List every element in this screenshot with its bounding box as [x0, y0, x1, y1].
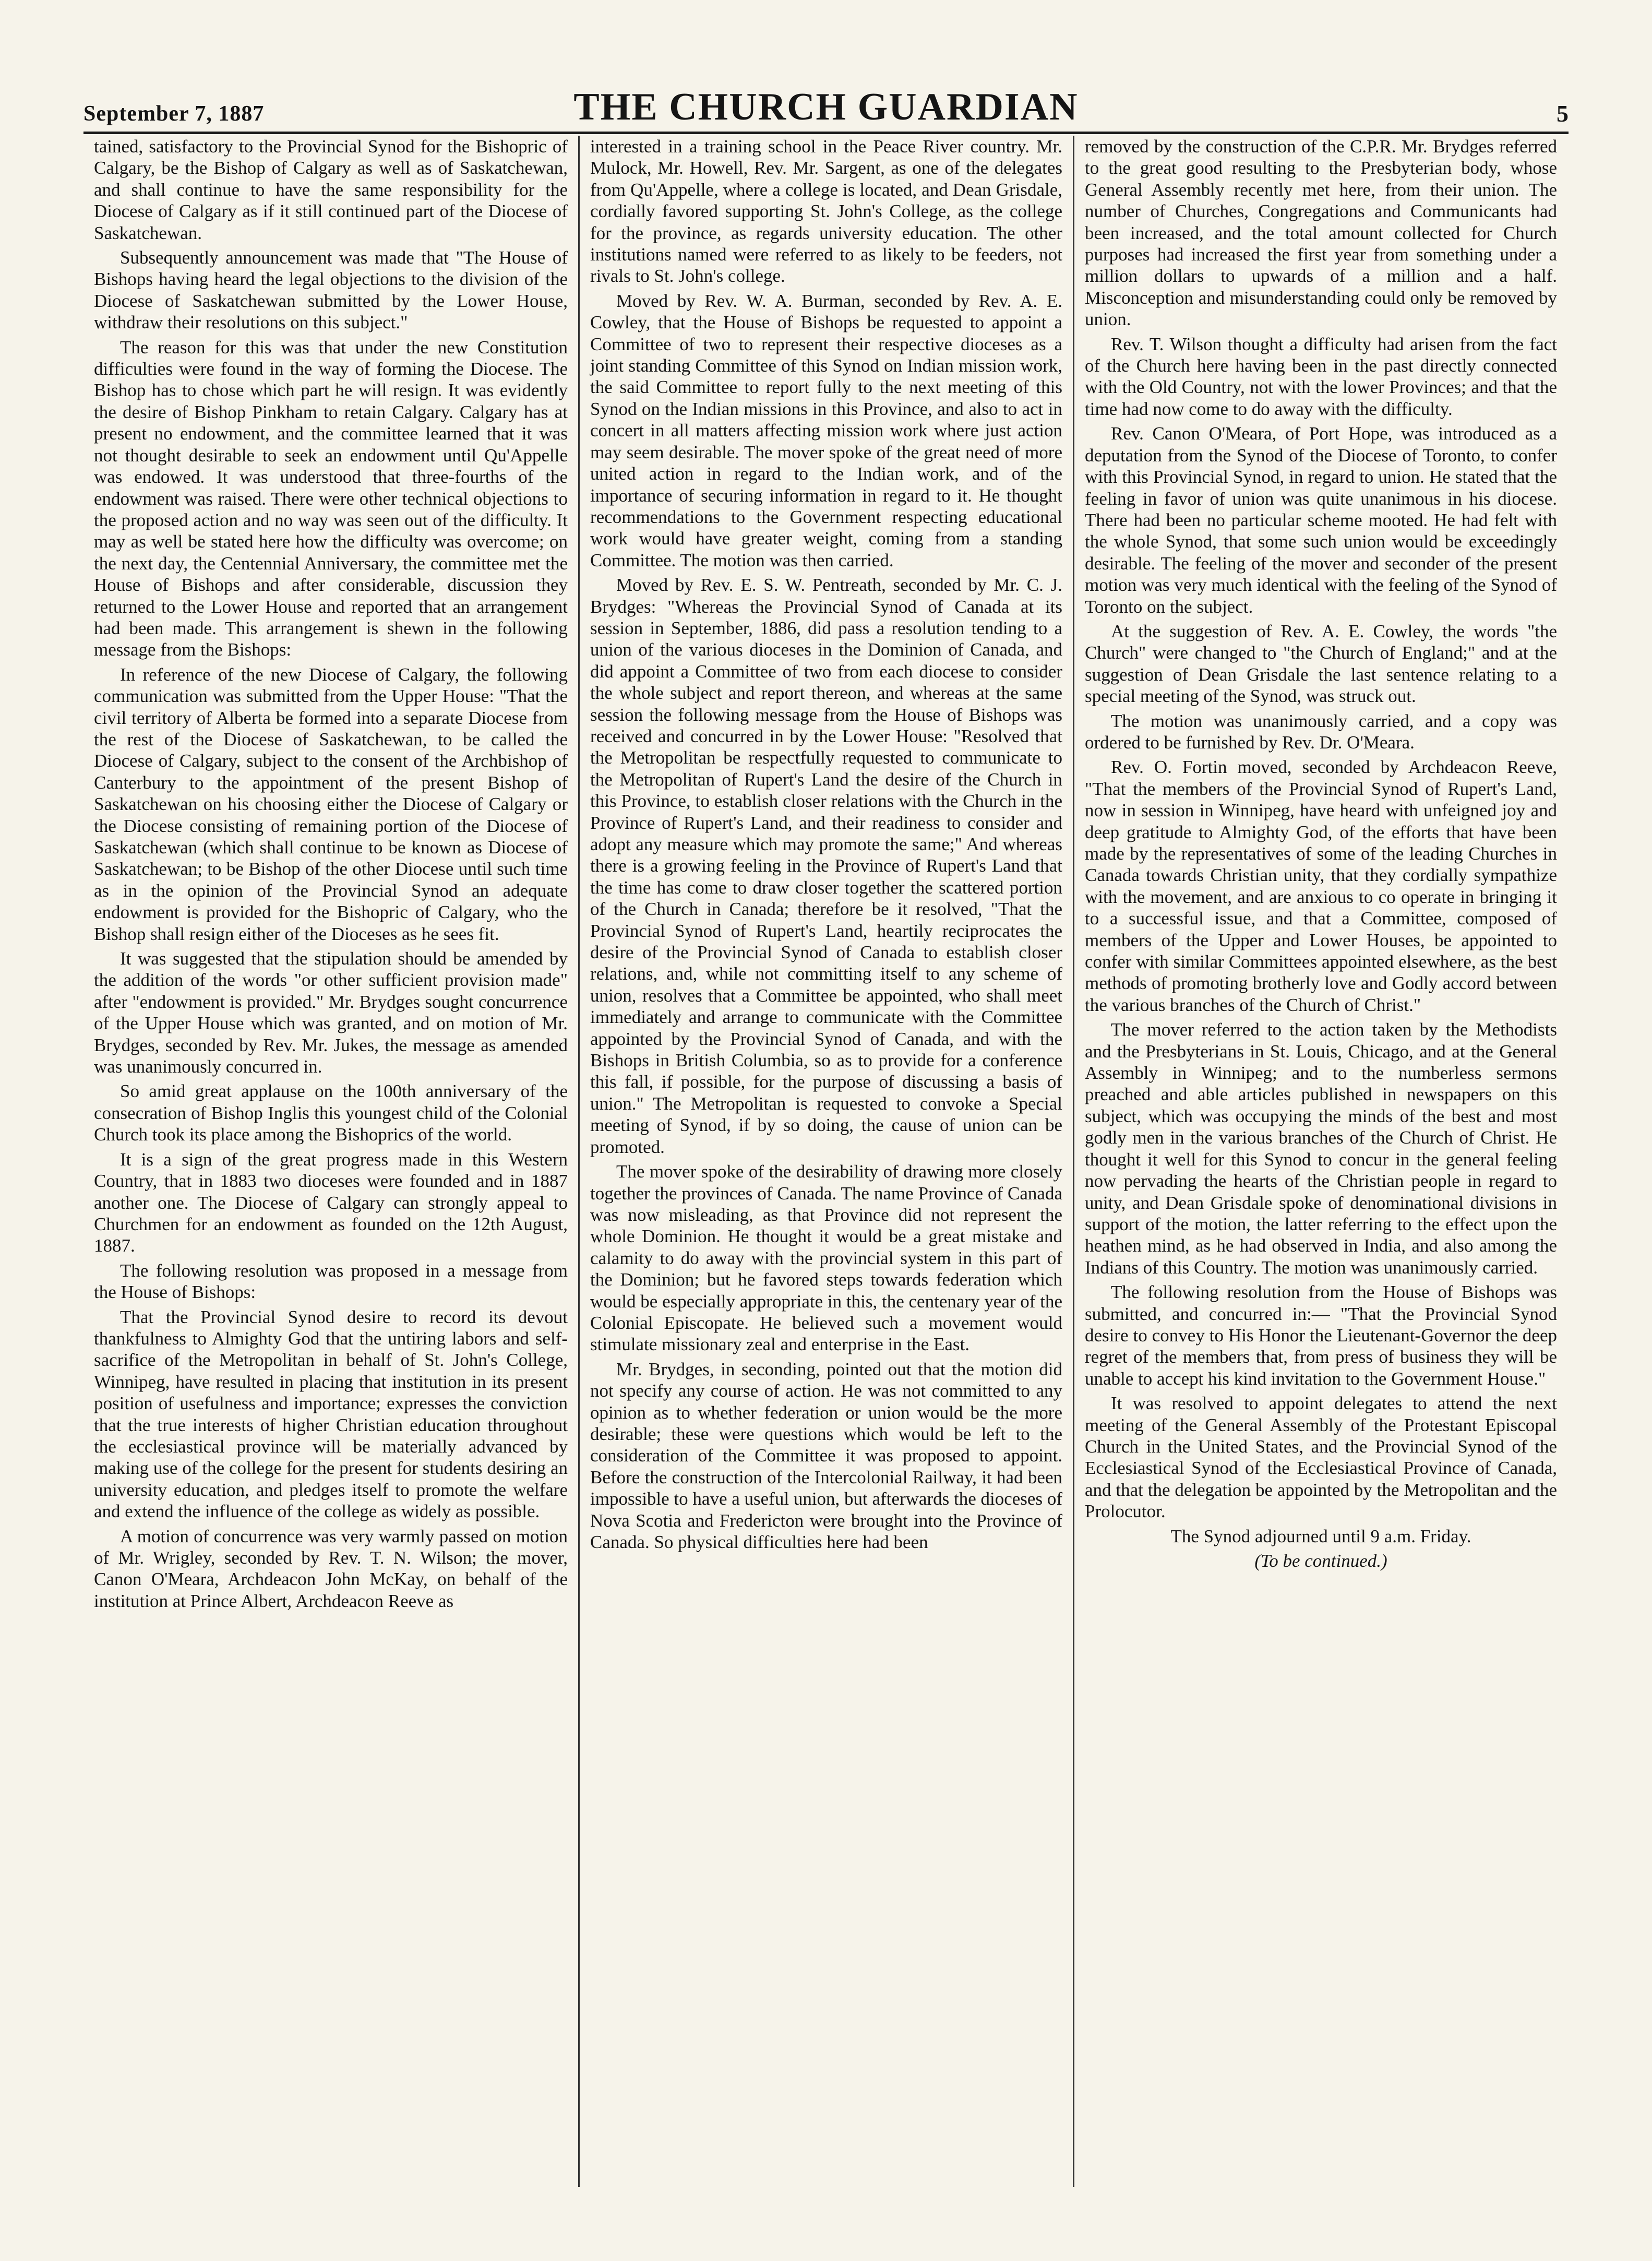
- paragraph: Rev. T. Wilson thought a difficulty had arisen from the fact of the Church here having been in the past directly connected with the Old Country, not with the lower Provinces; and that the time had now come to do away with the difficulty.: [1085, 334, 1557, 419]
- paragraph: Moved by Rev. E. S. W. Pentreath, seconded by Mr. C. J. Brydges: "Whereas the Provincial Synod of Canada at its session in September, 1886, did pass a resolution tending to a union of the various dioceses in the Dominion of Canada, and did appoint a Committee of two from each diocese to consider the whole subject and report thereon, and whereas at the same session the following message from the House of Bishops was received and concurred in by the Lower House: "Resolved that the Metropolitan be respectfully requested to communicate to the Metropolitan of Rupert's Land the desire of the Church in this Province, to establish closer relations with the Church in the Province of Rupert's Land, and their readiness to consider and adopt any measure which may promote the same;" And whereas there is a growing feeling in the Province of Rupert's Land that the time has come to draw closer together the scattered portion of the Church in Canada; therefore be it resolved, "That the Provincial Synod of Rupert's Land, heartily reciprocates the desire of the Provincial Synod of Canada to establish closer relations, and, while not committing itself to any scheme of union, resolves that a Committee be appointed, who shall meet immediately and arrange to communicate with the Committee appointed by the Provincial Synod of Canada, and with the Bishops in British Columbia, so as to provide for a conference this fall, if possible, for the purpose of discussing a basis of union." The Metropolitan is requested to convoke a Special meeting of Synod, if by so doing, the cause of union can be promoted.: [590, 575, 1062, 1157]
- paragraph: interested in a training school in the Peace River country. Mr. Mulock, Mr. Howell, Rev. Mr. Sargent, as one of the delegates from Qu'Appelle, where a college is located, and Dean Grisdale, cordially favored supporting St. John's College, as the college for the province, as regards university education. The other institutions named were referred to as likely to be feeders, not rivals to St. John's college.: [590, 136, 1062, 287]
- paragraph: Rev. O. Fortin moved, seconded by Archdeacon Reeve, "That the members of the Provincial Synod of Rupert's Land, now in session in Winnipeg, have heard with unfeigned joy and deep gratitude to Almighty God, of the efforts that have been made by the representatives of some of the leading Churches in Canada towards Christian unity, that they cordially sympathize with the movement, and are anxious to co operate in bringing it to a successful issue, and that a Committee, composed of members of the Upper and Lower Houses, be appointed to confer with similar Committees appointed elsewhere, as the best methods of promoting brotherly love and Godly accord between the various branches of the Church of Christ.": [1085, 757, 1557, 1015]
- column-1: [83, 136, 578, 2187]
- column-2: [578, 136, 1073, 2187]
- paragraph: The following resolution was proposed in a message from the House of Bishops:: [94, 1260, 568, 1303]
- paragraph: removed by the construction of the C.P.R. Mr. Brydges referred to the great good resulting to the Presbyterian body, whose General Assembly recently met here, from their union. The number of Churches, Congregations and Communicants had been increased, and the total amount collected for Church purposes had increased the first year from something under a million dollars to upwards of a million and a half. Misconception and misunderstanding could only be removed by union.: [1085, 136, 1557, 330]
- paragraph: The following resolution from the House of Bishops was submitted, and concurred in:— "That the Provincial Synod desire to convey to His Honor the Lieutenant-Governor the deep regret of the members that, from press of business they will be unable to accept his kind invitation to the Government House.": [1085, 1282, 1557, 1389]
- newspaper-title: THE CHURCH GUARDIAN: [573, 86, 1079, 128]
- paragraph: It is a sign of the great progress made in this Western Country, that in 1883 two dioceses were founded and in 1887 another one. The Diocese of Calgary can strongly appeal to Churchmen for an endowment as founded on the 12th August, 1887.: [94, 1149, 568, 1256]
- adjournment-line: The Synod adjourned until 9 a.m. Friday.: [1170, 1526, 1471, 1546]
- paragraph: So amid great applause on the 100th anniversary of the consecration of Bishop Inglis this youngest child of the Colonial Church took its place among the Bishoprics of the world.: [94, 1081, 568, 1145]
- paragraph: The mover referred to the action taken by the Methodists and the Presbyterians in St. Louis, Chicago, and at the General Assembly in Winnipeg; and to the numberless sermons preached and able articles published in newspapers on this subject, which was occupying the minds of the best and most godly men in the various branches of the Church of Christ. He thought it well for this Synod to concur in the general feeling now pervading the hearts of the Christian people in regard to unity, and Dean Grisdale spoke of denominational divisions in support of the motion, the latter referring to the effect upon the heathen mind, as he had observed in India, and also among the Indians of this Country. The motion was unanimously carried.: [1085, 1019, 1557, 1278]
- paragraph: That the Provincial Synod desire to record its devout thankfulness to Almighty God that the untiring labors and self-sacrifice of the Metropolitan in behalf of St. John's College, Winnipeg, have resulted in placing that institution in its present position of usefulness and importance; expresses the conviction that the true interests of higher Christian education throughout the ecclesiastical province will be materially advanced by making use of the college for the present for students desiring an university education, and pledges itself to promote the welfare and extend the influence of the college as widely as possible.: [94, 1306, 568, 1522]
- paragraph: At the suggestion of Rev. A. E. Cowley, the words "the Church" were changed to "the Church of England;" and at the suggestion of Dean Grisdale the last sentence relating to a special meeting of the Synod, was struck out.: [1085, 621, 1557, 707]
- article-columns: [83, 136, 1569, 2187]
- issue-date: September 7, 1887: [83, 102, 265, 126]
- to-be-continued: (To be continued.): [1254, 1551, 1387, 1571]
- paragraph: Mr. Brydges, in seconding, pointed out that the motion did not specify any course of action. He was not committed to any opinion as to whether federation or union would be the more desirable; these were questions which would be left to the consideration of the Committee it was proposed to appoint. Before the construction of the Intercolonial Railway, it had been impossible to have a useful union, but afterwards the dioceses of Nova Scotia and Fredericton were brought into the Province of Canada. So physical difficulties here had been: [590, 1359, 1062, 1552]
- paragraph: tained, satisfactory to the Provincial Synod for the Bishopric of Calgary, be the Bishop of Calgary as well as of Saskatchewan, and shall continue to have the same responsibility for the Diocese of Calgary as if it still continued part of the Diocese of Saskatchewan.: [94, 136, 568, 243]
- paragraph: It was suggested that the stipulation should be amended by the addition of the words "or other sufficient provision made" after "endowment is provided." Mr. Brydges sought concurrence of the Upper House which was granted, and on motion of Mr. Brydges, seconded by Rev. Mr. Jukes, the message as amended was unanimously concurred in.: [94, 948, 568, 1077]
- paragraph: Rev. Canon O'Meara, of Port Hope, was introduced as a deputation from the Synod of the Diocese of Toronto, to confer with this Provincial Synod, in regard to union. He stated that the feeling in favor of union was quite unanimous in his diocese. There had been no particular scheme mooted. He had felt with the whole Synod, that some such union would be exceedingly desirable. The feeling of the mover and seconder of the present motion was very much identical with the feeling of the Synod of Toronto on the subject.: [1085, 423, 1557, 617]
- column-3: [1073, 136, 1567, 2187]
- paragraph: A motion of concurrence was very warmly passed on motion of Mr. Wrigley, seconded by Rev. T. N. Wilson; the mover, Canon O'Meara, Archdeacon John McKay, on behalf of the institution at Prince Albert, Archdeacon Reeve as: [94, 1526, 568, 1611]
- masthead: [83, 86, 1569, 134]
- paragraph: Subsequently announcement was made that "The House of Bishops having heard the legal objections to the division of the Diocese of Saskatchewan submitted by the Lower House, withdraw their resolutions on this subject.": [94, 247, 568, 333]
- paragraph: In reference of the new Diocese of Calgary, the following communication was submitted from the Upper House: "That the civil territory of Alberta be formed into a separate Diocese from the rest of the Diocese of Saskatchewan, to be called the Diocese of Calgary, subject to the consent of the Archbishop of Canterbury to the appointment of the present Bishop of Saskatchewan on his choosing either the Diocese of Calgary or the Diocese consisting of remaining portion of the Diocese of Saskatchewan (which shall continue to be known as Diocese of Saskatchewan; to be Bishop of the other Diocese until such time as in the opinion of the Provincial Synod an adequate endowment is provided for the Bishopric of Calgary, who the Bishop shall resign either of the Dioceses as he sees fit.: [94, 664, 568, 944]
- page-number: 5: [1557, 100, 1569, 127]
- paragraph: It was resolved to appoint delegates to attend the next meeting of the General Assembly of the Protestant Episcopal Church in the United States, and the Provincial Synod of the Ecclesiastical Synod of the Ecclesiastical Province of Canada, and that the delegation be appointed by the Metropolitan and the Prolocutor.: [1085, 1393, 1557, 1522]
- paragraph: The reason for this was that under the new Constitution difficulties were found in the way of forming the Diocese. The Bishop has to chose which part he will resign. It was evidently the desire of Bishop Pinkham to retain Calgary. Calgary has at present no endowment, and the committee learned that it was not thought desirable to seek an endowment until Qu'Appelle was endowed. It was understood that three-fourths of the endowment was raised. There were other technical objections to the proposed action and no way was seen out of the difficulty. It may as well be stated here how the difficulty was overcome; on the next day, the Centennial Anniversary, the committee met the House of Bishops and after considerable, discussion they returned to the Lower House and reported that an arrangement had been made. This arrangement is shewn in the following message from the Bishops:: [94, 337, 568, 660]
- paragraph: The mover spoke of the desirability of drawing more closely together the provinces of Canada. The name Province of Canada was now misleading, as that Province did not represent the whole Dominion. He thought it would be a great mistake and calamity to do away with the provincial system in this part of the Dominion; but he favored steps towards federation which would be especially appropriate in this, the centenary year of the Colonial Episcopate. He believed such a movement would stimulate missionary zeal and enterprise in the East.: [590, 1161, 1062, 1355]
- paragraph: The motion was unanimously carried, and a copy was ordered to be furnished by Rev. Dr. O'Meara.: [1085, 710, 1557, 753]
- paragraph: Moved by Rev. W. A. Burman, seconded by Rev. A. E. Cowley, that the House of Bishops be requested to appoint a Committee of two to represent their respective dioceses as a joint standing Committee of this Synod on Indian mission work, the said Committee to report fully to the next meeting of this Synod on the Indian missions in this Province, and also to act in concert in all matters affecting mission work where just action may seem desirable. The mover spoke of the great need of more united action in regard to the Indian work, and of the importance of securing information in regard to it. He thought recommendations to the Government respecting educational work would have greater weight, coming from a standing Committee. The motion was then carried.: [590, 290, 1062, 570]
